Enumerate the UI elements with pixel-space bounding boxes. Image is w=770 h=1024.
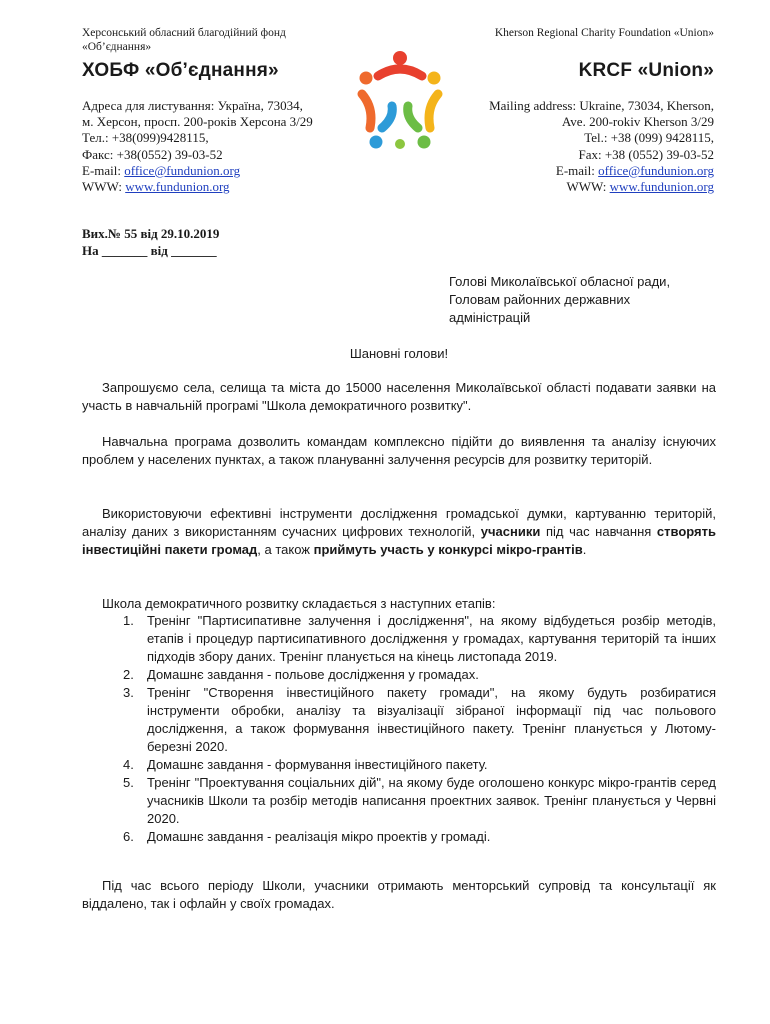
logo-arm-red [378, 69, 422, 76]
stages-list [123, 612, 716, 846]
stages-intro: Школа демократичного розвитку складається з наступних етапів: [102, 596, 496, 611]
stage-text: Тренінг "Створення інвестиційного пакету громади", на якому будуть розбиратися інструменти обробки, аналізу та візуалізації зібраної інформації під час польового дослідження, а також формування інвестиційного пакету. Тренінг планується у Лютому-березні 2020. [147, 685, 716, 754]
phone: Tel.: +38 (099) 9428115, [584, 130, 714, 146]
website-link[interactable]: www.fundunion.org [125, 179, 230, 195]
logo-center-dot [395, 139, 405, 149]
stage-item [123, 612, 716, 666]
logo-arm-yellow [429, 94, 438, 128]
logo-arm-green [408, 106, 418, 128]
bold-fragment: створять інвестиційні пакети громад [82, 524, 716, 557]
incoming-ref: На _______ від _______ [82, 243, 217, 258]
fax: Fax: +38 (0552) 39-03-52 [578, 146, 714, 162]
stage-number: 1. [123, 613, 134, 628]
stage-item [123, 666, 716, 684]
stage-text: Тренінг "Проектування соціальних дій", на якому буде оголошено конкурс мікро-грантів серед учасників Школи та розбір методів написання проектних заявок. Тренінг планується у Червні 2020. [147, 775, 716, 826]
stage-number: 2. [123, 667, 134, 682]
logo-arm-orange [362, 94, 371, 128]
address-line: Mailing address: Ukraine, 73034, Kherson, [489, 98, 714, 113]
org-title-ua: ХОБФ «Об’єднання» [82, 60, 279, 81]
addressee [449, 273, 719, 327]
stage-item [123, 756, 716, 774]
bold-fragment: приймуть участь у конкурсі мікро-грантів [313, 542, 583, 557]
email-link[interactable]: office@fundunion.org [124, 162, 241, 178]
logo-head-orange [360, 72, 373, 85]
logo-head-yellow [428, 72, 441, 85]
www-label: WWW: [566, 179, 610, 195]
star-of-figures-logo-icon [348, 44, 452, 152]
address-block-en [489, 98, 714, 195]
outgoing-ref: Вих.№ 55 від 29.10.2019 [82, 226, 220, 241]
address-block-ua [82, 98, 362, 195]
org-name-ua: Херсонський обласний благодійний фонд «Об’єднання» [82, 27, 286, 53]
fax: Факс: +38(0552) 39-03-52 [82, 146, 223, 162]
stage-item [123, 774, 716, 828]
stage-text: Домашнє завдання - формування інвестиційного пакету. [147, 757, 488, 772]
salutation: Шановні голови! [349, 346, 449, 361]
website-link[interactable]: www.fundunion.org [609, 179, 714, 195]
org-name-en: Kherson Regional Charity Foundation «Union» [494, 27, 714, 39]
logo-head-red [393, 51, 407, 65]
email-row [489, 163, 714, 179]
logo-head-green [418, 136, 431, 149]
stage-number: 5. [123, 775, 134, 790]
email-row [82, 163, 362, 179]
text-fragment: під час навчання [540, 524, 657, 539]
stage-number: 3. [123, 685, 134, 700]
email-label: E-mail: [555, 162, 599, 178]
text-fragment: Використовуючи ефективні інструменти дослідження громадської думки, картуванню територій, аналізу даних з використанням сучасних цифрових технологій, [82, 506, 716, 539]
phone: Тел.: +38(099)9428115, [82, 130, 209, 146]
stage-text: Домашнє завдання - польове дослідження у громадах. [147, 667, 479, 682]
stage-item [123, 828, 716, 846]
stage-text: Домашнє завдання - реалізація мікро проектів у громаді. [147, 829, 491, 844]
addressee-line: адміністрацій [449, 310, 531, 325]
stage-number: 6. [123, 829, 134, 844]
address-line: м. Херсон, просп. 200-років Херсона 3/29 [82, 114, 313, 130]
text-fragment: , а також [257, 542, 314, 557]
www-row [489, 179, 714, 195]
bold-fragment: учасники [480, 524, 541, 539]
email-label: E-mail: [82, 162, 125, 178]
addressee-line: Головам районних державних [449, 292, 631, 307]
logo-head-blue [370, 136, 383, 149]
www-row [82, 179, 362, 195]
stage-item [123, 684, 716, 756]
email-link[interactable]: office@fundunion.org [598, 162, 714, 178]
paragraph-invitation: Запрошуємо села, селища та міста до 15000 населення Миколаївської області подавати заявки на участь в навчальній програмі "Школа демократичного розвитку". [82, 380, 716, 413]
org-title-en: KRCF «Union» [578, 60, 714, 81]
logo-arm-blue [382, 106, 392, 128]
stage-number: 4. [123, 757, 134, 772]
addressee-line: Голові Миколаївської обласної ради, [449, 274, 671, 289]
address-line: Ave. 200-rokiv Kherson 3/29 [561, 114, 714, 130]
stage-text: Тренінг "Партисипативне залучення і дослідження", на якому відбудеться розбір методів, етапів і процедур партисипативного дослідження у громадах, картування територій та інших підходів збору даних. Тренінг планується на кінець листопада 2019. [147, 613, 716, 664]
paragraph-closing: Під час всього періоду Школи, учасники отримають менторський супровід та консультації як віддалено, так і офлайн у своїх громадах. [82, 878, 716, 911]
paragraph-tools [82, 505, 716, 559]
text-fragment: . [582, 542, 587, 557]
address-line: Адреса для листування: Україна, 73034, [82, 98, 303, 113]
www-label: WWW: [82, 179, 126, 195]
paragraph-program: Навчальна програма дозволить командам комплексно підійти до виявлення та аналізу існуючих проблем у населених пунктах, а також плануванні залучення ресурсів для розвитку територій. [82, 434, 716, 467]
letter-refs [82, 225, 219, 259]
